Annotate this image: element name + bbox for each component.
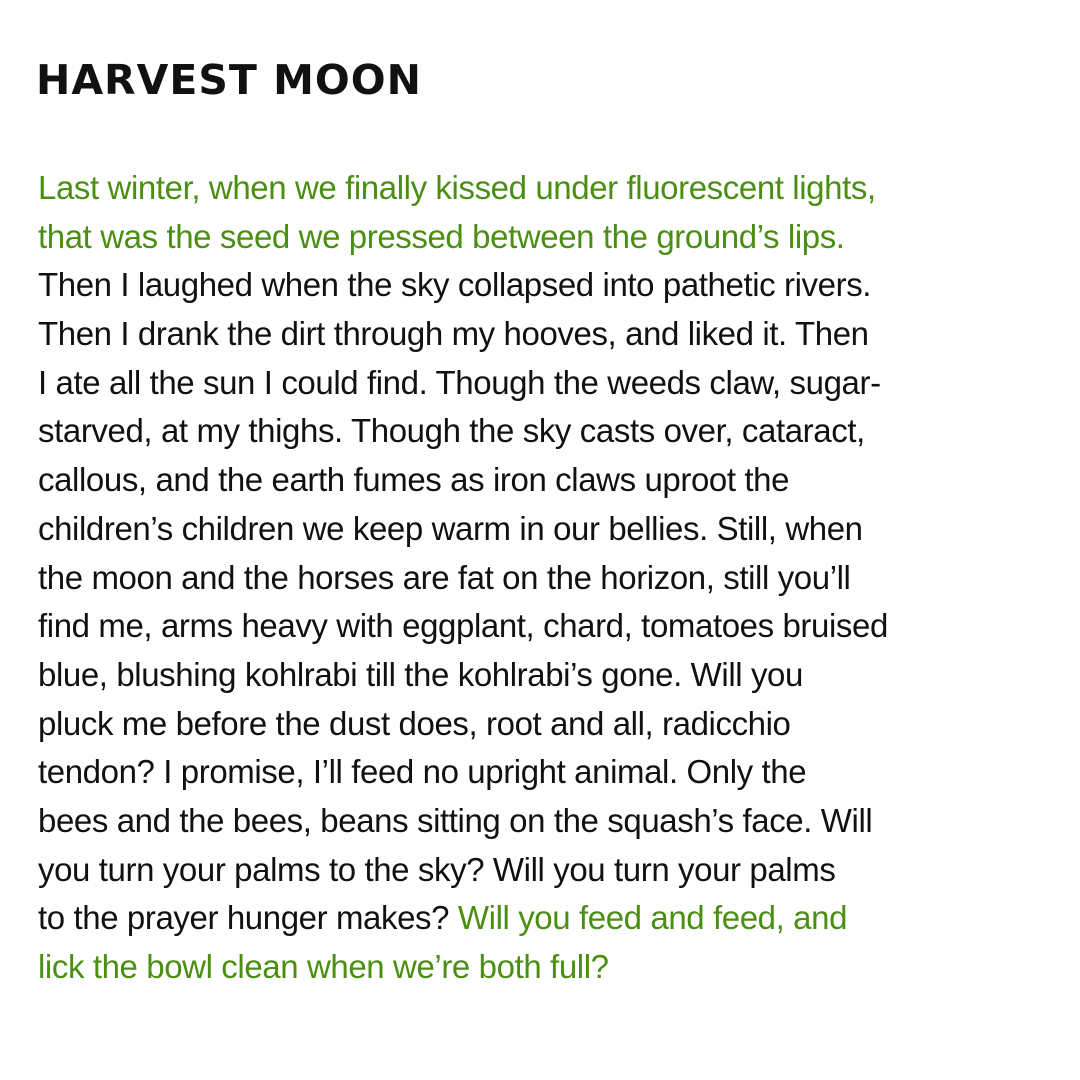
poem-text-segment: find me, arms heavy with eggplant, chard, tomatoes bruised xyxy=(38,607,888,645)
poem-text-segment: to the prayer hunger makes? xyxy=(38,899,458,937)
poem-body xyxy=(38,164,1058,992)
poem-line xyxy=(38,505,1058,554)
poem-text-segment: the moon and the horses are fat on the horizon, still you’ll xyxy=(38,558,851,596)
poem-line xyxy=(38,407,1058,456)
poem-line xyxy=(38,359,1058,408)
poem-text-segment: children’s children we keep warm in our bellies. Still, when xyxy=(38,509,863,547)
poem-line xyxy=(38,651,1058,700)
poem-text-segment: callous, and the earth fumes as iron claws uproot the xyxy=(38,461,790,499)
poem-line xyxy=(38,748,1058,797)
poem-line xyxy=(38,310,1058,359)
poem-line xyxy=(38,456,1058,505)
poem-text-segment: pluck me before the dust does, root and all, radicchio xyxy=(38,704,791,742)
poem-text-segment: Then I laughed when the sky collapsed into pathetic rivers. xyxy=(38,266,872,304)
poem-highlight-segment: Last winter, when we finally kissed under fluorescent lights, xyxy=(38,169,876,206)
poem-line xyxy=(38,213,1058,262)
poem-text-segment: you turn your palms to the sky? Will you turn your palms xyxy=(38,850,836,888)
poem-line xyxy=(38,943,1058,992)
poem-line xyxy=(38,554,1058,603)
poem-text-segment: I ate all the sun I could find. Though the weeds claw, sugar- xyxy=(38,363,881,401)
poem-text-segment: Then I drank the dirt through my hooves, and liked it. Then xyxy=(38,315,869,353)
poem-highlight-segment: Will you feed and feed, and xyxy=(457,899,848,937)
poem-text-segment: bees and the bees, beans sitting on the squash’s face. Will xyxy=(38,801,873,839)
poem-text-segment: blue, blushing kohlrabi till the kohlrabi’s gone. Will you xyxy=(38,655,803,693)
poem-line xyxy=(38,164,1058,213)
poem-line xyxy=(38,602,1058,651)
poem-highlight-segment: lick the bowl clean when we’re both full? xyxy=(38,948,609,985)
poem-line xyxy=(38,700,1058,749)
poem-line xyxy=(38,261,1058,310)
poem-line xyxy=(38,846,1058,895)
poem-title: HARVEST MOON xyxy=(36,56,422,104)
poem-text-segment: starved, at my thighs. Though the sky casts over, cataract, xyxy=(38,412,865,450)
poem-text-segment: tendon? I promise, I’ll feed no upright animal. Only the xyxy=(38,753,807,791)
poem-highlight-segment: that was the seed we pressed between the ground’s lips. xyxy=(38,217,845,255)
poem-line xyxy=(38,894,1058,943)
poem-line xyxy=(38,797,1058,846)
